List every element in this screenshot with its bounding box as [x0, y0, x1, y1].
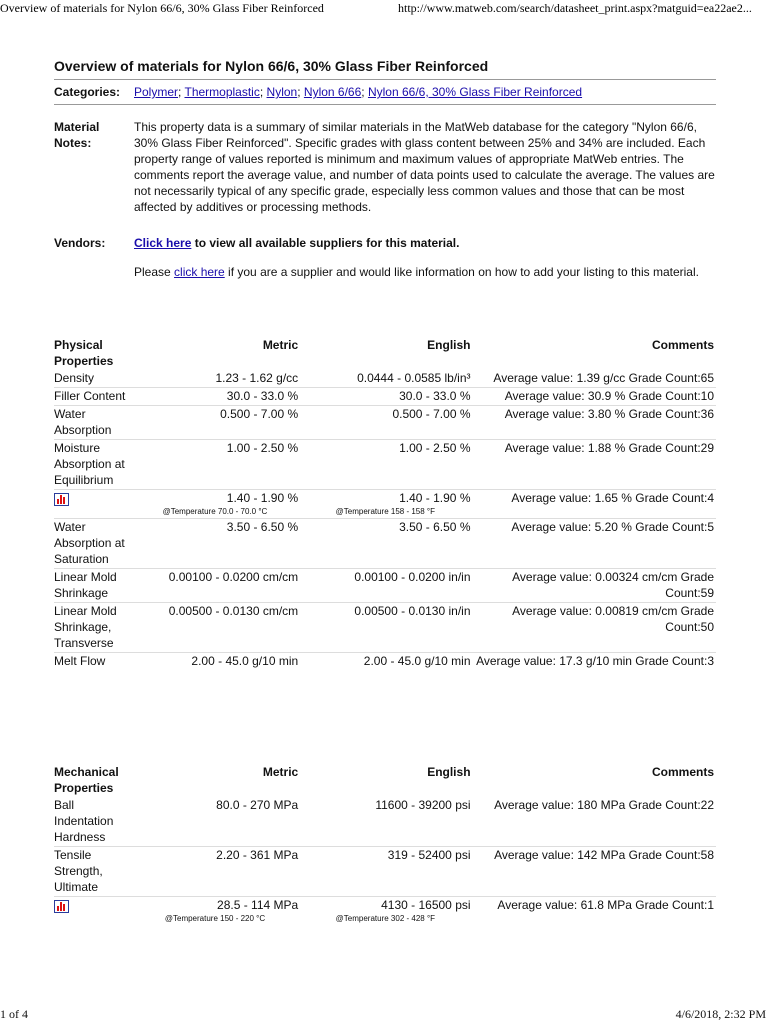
english-value	[300, 897, 472, 926]
page-title: Overview of materials for Nylon 66/6, 30% Glass Fiber Reinforced	[54, 58, 489, 74]
notes-label-line2: Notes:	[54, 136, 92, 150]
supplier-click-here-link[interactable]: click here	[174, 265, 225, 279]
english-value-text: 2.00 - 45.0 g/10 min	[363, 654, 471, 668]
category-separator: ;	[178, 85, 182, 99]
property-name: Linear Mold Shrinkage	[54, 569, 132, 603]
categories-label: Categories:	[54, 85, 121, 99]
property-name: Tensile Strength, Ultimate	[54, 847, 132, 897]
english-value-text: 319 - 52400 psi	[387, 848, 471, 862]
temperature-condition: @Temperature 158 - 158 °F	[335, 507, 436, 516]
metric-value-text: 1.00 - 2.50 %	[226, 441, 299, 455]
physical-header-metric: Metric	[262, 338, 299, 352]
physical-table-body	[54, 370, 716, 670]
chart-icon-bar	[63, 497, 65, 504]
metric-value	[132, 440, 300, 490]
metric-value	[132, 847, 300, 897]
comment: Average value: 1.39 g/cc Grade Count:65	[493, 371, 714, 385]
english-value	[300, 847, 472, 897]
category-link[interactable]: Nylon	[266, 85, 298, 99]
english-value	[300, 519, 472, 569]
comment: Average value: 0.00819 cm/cm Grade Count:50	[473, 603, 717, 653]
comment: Average value: 1.88 % Grade Count:29	[473, 440, 717, 490]
metric-value-text: 2.20 - 361 MPa	[216, 848, 299, 862]
metric-value-text: 3.50 - 6.50 %	[226, 520, 299, 534]
property-name: Linear Mold Shrinkage, Transverse	[54, 603, 132, 653]
metric-value	[132, 653, 300, 671]
print-datetime: 4/6/2018, 2:32 PM	[675, 1007, 766, 1021]
metric-value-text: 80.0 - 270 MPa	[216, 798, 299, 812]
comment: Average value: 180 MPa Grade Count:22	[494, 798, 714, 812]
english-value-text: 4130 - 16500 psi	[381, 898, 471, 912]
property-name	[54, 897, 132, 926]
print-header	[0, 0, 768, 18]
supplier-please-text: Please	[134, 265, 175, 279]
physical-property-row	[54, 388, 716, 406]
comment: Average value: 61.8 MPa Grade Count:1	[473, 897, 716, 926]
english-value	[300, 569, 472, 603]
chart-icon-bar	[63, 904, 65, 911]
comment: Average value: 17.3 g/10 min Grade Count:3	[473, 653, 717, 671]
mechanical-property-row	[54, 847, 716, 897]
physical-property-row	[54, 603, 716, 653]
physical-properties-table	[54, 337, 716, 670]
physical-property-row	[54, 440, 716, 490]
english-value	[300, 490, 472, 519]
property-name: Density	[54, 371, 95, 385]
chart-icon[interactable]	[54, 493, 69, 506]
property-name: Water Absorption	[54, 406, 132, 440]
temperature-condition: @Temperature 150 - 220 °C	[164, 914, 266, 923]
physical-header-english: English	[427, 338, 471, 352]
metric-value-text: 28.5 - 114 MPa	[217, 898, 299, 912]
metric-value	[132, 406, 300, 440]
physical-header-comments: Comments	[651, 338, 714, 352]
english-value	[300, 406, 472, 440]
vendors-click-here-link[interactable]: Click here	[134, 236, 192, 250]
print-url: http://www.matweb.com/search/datasheet_print.aspx?matguid=ea22ae2...	[398, 1, 752, 15]
metric-value-text: 2.00 - 45.0 g/10 min	[191, 654, 299, 668]
supplier-info-text: if you are a supplier and would like information on how to add your listing to this material.	[224, 265, 699, 279]
category-link[interactable]: Nylon 6/66	[303, 85, 362, 99]
category-separator: ;	[259, 85, 264, 99]
mechanical-header-comments: Comments	[651, 765, 714, 779]
physical-header-row	[54, 337, 716, 370]
comment: Average value: 3.80 % Grade Count:36	[473, 406, 717, 440]
english-value-text: 30.0 - 33.0 %	[399, 389, 471, 403]
notes-label-line1: Material	[54, 120, 100, 134]
mechanical-header-row	[54, 764, 716, 797]
categories-divider	[54, 104, 716, 105]
physical-header-name: Physical Properties	[54, 338, 114, 368]
chart-icon-bar	[60, 902, 62, 911]
print-page-title: Overview of materials for Nylon 66/6, 30% Glass Fiber Reinforced	[0, 1, 324, 15]
vendors-link-suffix: to view all available suppliers for this material.	[191, 236, 460, 250]
chart-icon[interactable]	[54, 900, 69, 913]
metric-value-text: 0.00100 - 0.0200 cm/cm	[168, 570, 299, 584]
mechanical-header-name: Mechanical Properties	[54, 765, 119, 795]
english-value-text: 0.00500 - 0.0130 in/in	[354, 604, 471, 618]
physical-property-row	[54, 519, 716, 569]
metric-value	[132, 603, 300, 653]
english-value-text: 1.00 - 2.50 %	[399, 441, 471, 455]
mechanical-table-body	[54, 797, 716, 925]
comment: Average value: 30.9 % Grade Count:10	[473, 388, 717, 406]
category-separator: ;	[297, 85, 301, 99]
physical-property-row	[54, 569, 716, 603]
notes-label	[54, 119, 99, 151]
physical-property-row	[54, 653, 716, 671]
physical-property-row	[54, 490, 716, 519]
physical-property-row	[54, 370, 716, 388]
property-name: Filler Content	[54, 388, 132, 406]
english-value-text: 1.40 - 1.90 %	[399, 491, 471, 505]
english-value	[300, 603, 472, 653]
comment: Average value: 5.20 % Grade Count:5	[473, 519, 717, 569]
category-link[interactable]: Thermoplastic	[184, 85, 260, 99]
metric-value-text: 30.0 - 33.0 %	[226, 389, 299, 403]
metric-value	[132, 388, 300, 406]
categories-list	[134, 84, 716, 100]
chart-icon-bar	[57, 499, 59, 504]
metric-value	[132, 519, 300, 569]
comment: Average value: 1.65 % Grade Count:4	[473, 490, 717, 519]
metric-value-text: 0.00500 - 0.0130 cm/cm	[168, 604, 299, 618]
metric-value	[132, 569, 300, 603]
english-value-text: 0.0444 - 0.0585 lb/in³	[357, 371, 471, 385]
english-value	[300, 440, 472, 490]
property-name	[54, 490, 132, 519]
mechanical-header-english: English	[427, 765, 471, 779]
metric-value	[132, 797, 300, 847]
category-link[interactable]: Polymer	[134, 85, 179, 99]
property-name: Ball Indentation Hardness	[54, 798, 114, 844]
vendors-line	[134, 235, 716, 251]
mechanical-header-metric: Metric	[262, 765, 299, 779]
category-separator: ;	[361, 85, 365, 99]
english-value-text: 0.500 - 7.00 %	[392, 407, 471, 421]
chart-icon-bar	[57, 906, 59, 911]
metric-value	[132, 897, 300, 926]
metric-value-text: 0.500 - 7.00 %	[220, 407, 299, 421]
metric-value	[132, 490, 300, 519]
material-notes-text: This property data is a summary of similar materials in the MatWeb database for the category "Nylon 66/6, 30% Glass Fiber Reinforced". Specific grades with glass content between 25% and 34% are included. Each property range of values reported is minimum and maximum values of appropriate MatWeb entries. The comments report the average value, and number of data points used to calculate the average. The values are not necessarily typical of any specific grade, especially less common values and those that can be most affected by additives or processing methods.	[134, 120, 715, 214]
mechanical-property-row	[54, 797, 716, 847]
english-value-text: 3.50 - 6.50 %	[399, 520, 471, 534]
vendors-label: Vendors:	[54, 236, 106, 250]
property-name: Water Absorption at Saturation	[54, 519, 132, 569]
temperature-condition: @Temperature 70.0 - 70.0 °C	[162, 507, 268, 516]
physical-property-row	[54, 406, 716, 440]
comment: Average value: 142 MPa Grade Count:58	[473, 847, 716, 897]
page-number: 1 of 4	[0, 1007, 28, 1021]
title-divider	[54, 79, 716, 80]
english-value-text: 0.00100 - 0.0200 in/in	[354, 570, 471, 584]
english-value	[300, 388, 472, 406]
mechanical-property-row	[54, 897, 716, 926]
property-name: Moisture Absorption at Equilibrium	[54, 440, 132, 490]
chart-icon-bar	[60, 495, 62, 504]
comment: Average value: 0.00324 cm/cm Grade Count:59	[473, 569, 717, 603]
metric-value-text: 1.23 - 1.62 g/cc	[215, 371, 299, 385]
property-name: Melt Flow	[54, 653, 132, 671]
english-value	[300, 797, 472, 847]
temperature-condition: @Temperature 302 - 428 °F	[335, 914, 436, 923]
metric-value-text: 1.40 - 1.90 %	[226, 491, 299, 505]
english-value	[300, 370, 472, 388]
category-link[interactable]: Nylon 66/6, 30% Glass Fiber Reinforced	[367, 85, 583, 99]
metric-value	[132, 370, 300, 388]
english-value-text: 11600 - 39200 psi	[375, 798, 471, 812]
mechanical-properties-table	[54, 764, 716, 925]
english-value	[300, 653, 472, 671]
supplier-info	[134, 264, 716, 280]
